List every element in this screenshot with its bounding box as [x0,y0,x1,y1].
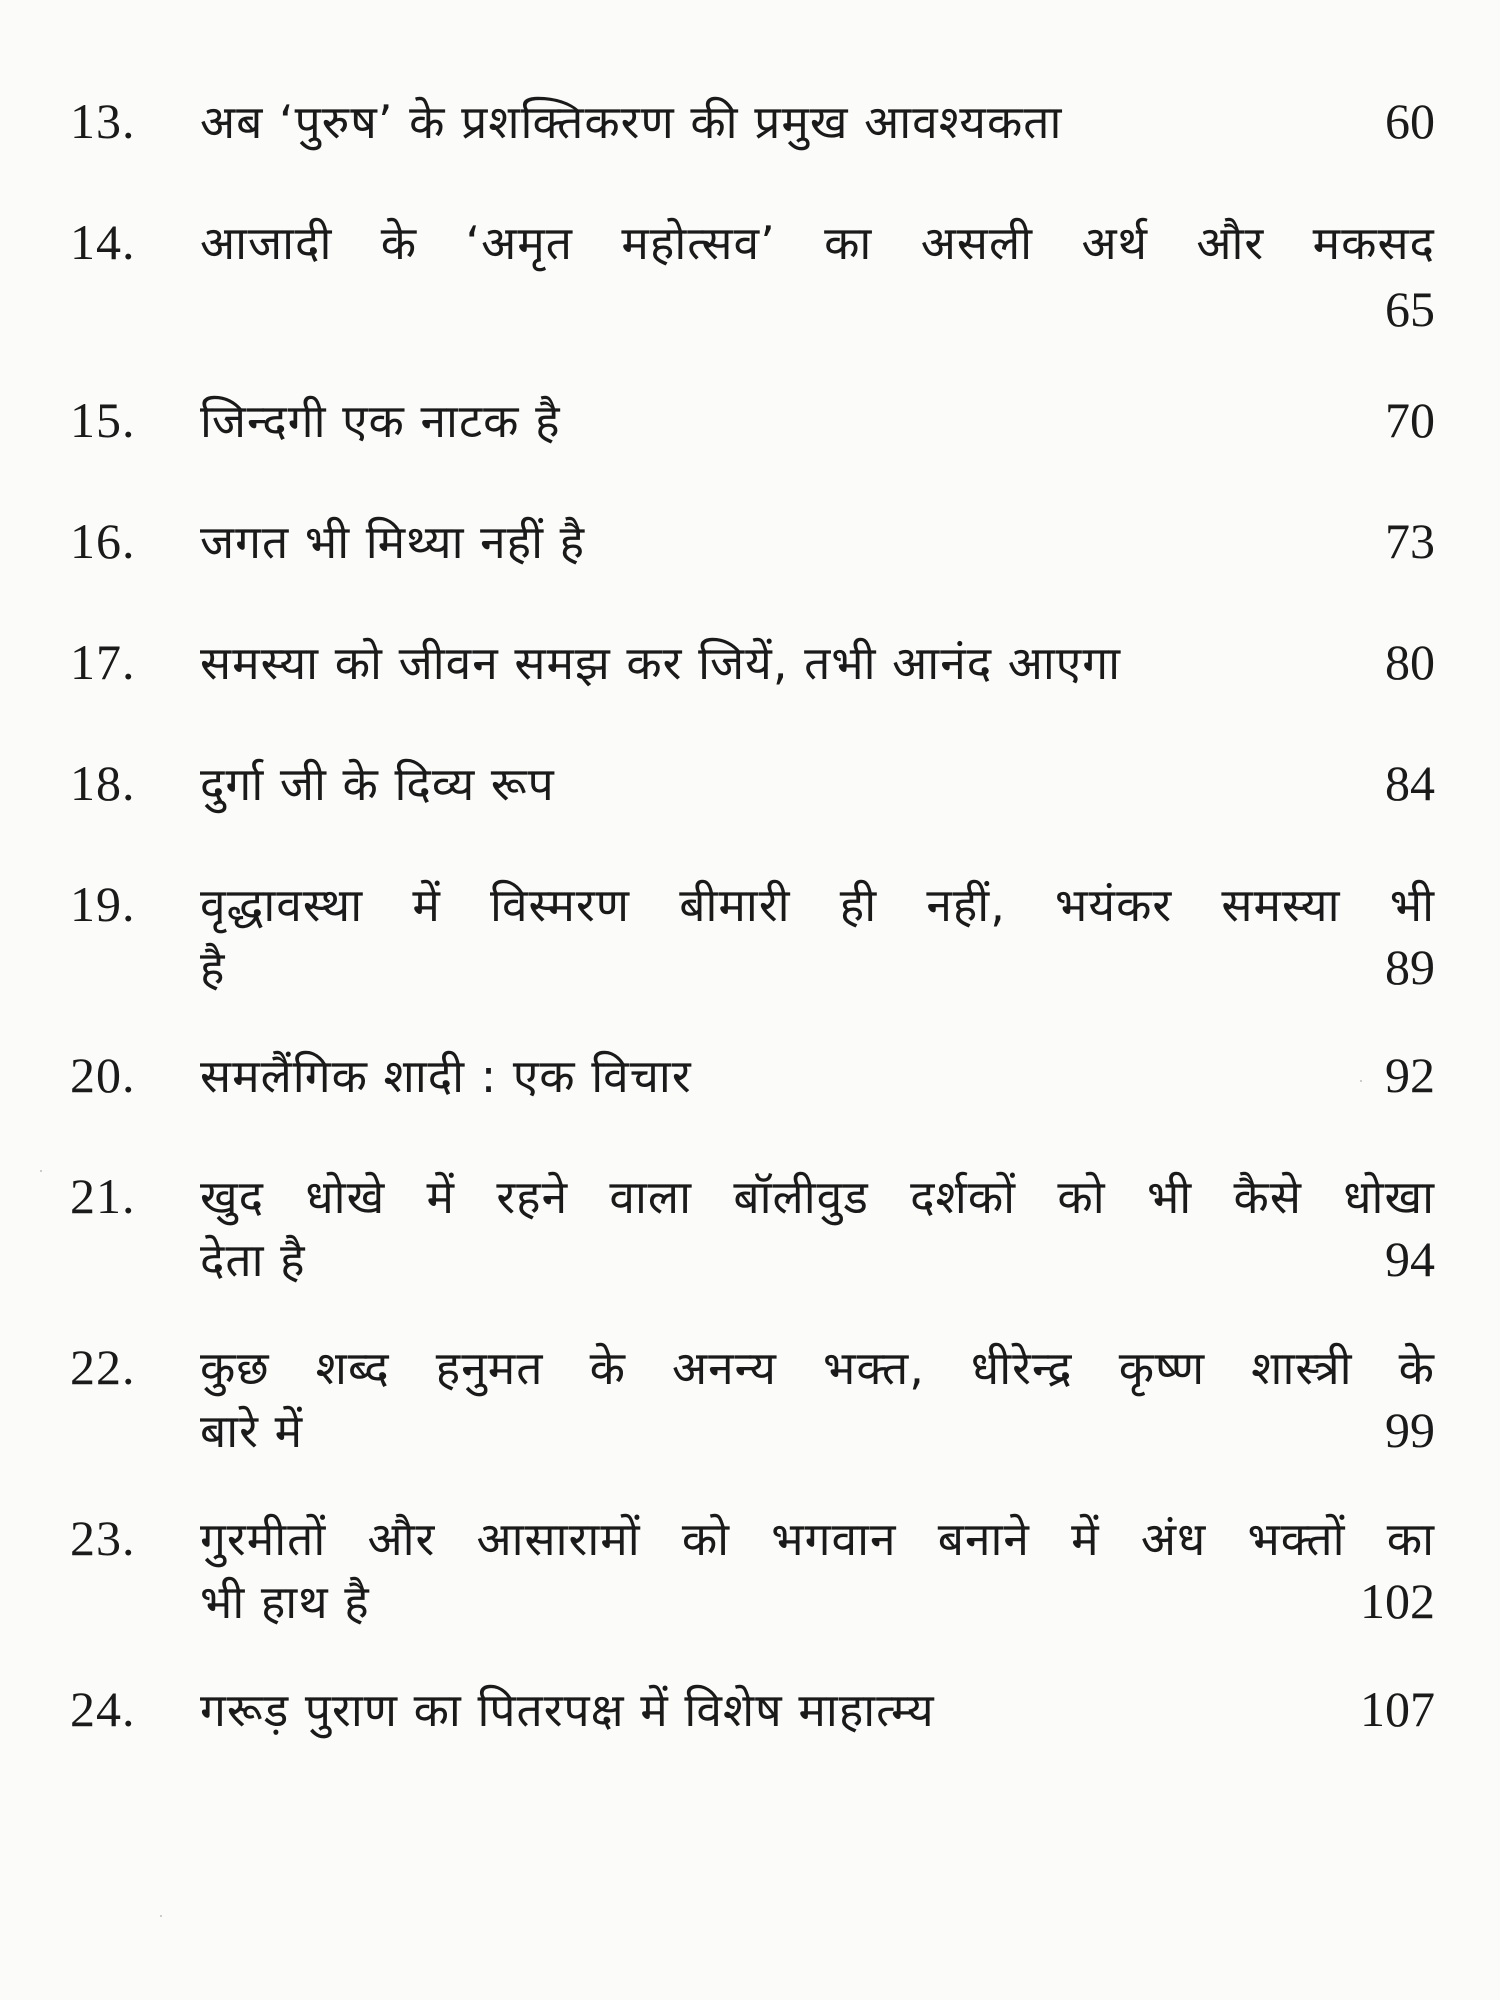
entry-title: कुछ शब्द हनुमत के अनन्य भक्त, धीरेन्द्र कृष्ण शास्त्री के [200,1341,1435,1395]
entry-page-number: 94 [1385,1231,1435,1287]
paper-speck [1360,1080,1362,1082]
entry-number: 16. [70,513,136,569]
entry-number: 23. [70,1510,136,1566]
entry-title: अब ‘पुरुष’ के प्रशक्तिकरण की प्रमुख आवश्यकता [200,95,1063,149]
entry-title-continuation: बारे में [200,1404,304,1458]
paper-speck [40,1170,42,1172]
entry-page-number: 73 [1385,513,1435,569]
entry-title: वृद्धावस्था में विस्मरण बीमारी ही नहीं, भयंकर समस्या भी [200,878,1435,932]
entry-number: 15. [70,392,136,448]
entry-number: 24. [70,1681,136,1737]
toc-entry [70,1044,1435,1107]
toc-entry [70,1678,1435,1741]
entry-title: आजादी के ‘अमृत महोत्सव’ का असली अर्थ और मकसद [200,216,1435,270]
toc-entry [70,1165,1435,1291]
entry-number: 22. [70,1339,136,1395]
toc-entry [70,1507,1435,1633]
entry-number: 18. [70,755,136,811]
entry-page-number: 65 [1385,281,1435,337]
toc-entry [70,211,1435,344]
entry-title: गुरमीतों और आसारामों को भगवान बनाने में अंध भक्तों का [200,1512,1435,1566]
entry-number: 13. [70,93,136,149]
entry-title: समलैंगिक शादी : एक विचार [200,1049,692,1103]
toc-entry [70,631,1435,694]
entry-title-continuation: भी हाथ है [200,1575,370,1629]
entry-page-number: 102 [1360,1573,1435,1629]
entry-title: गरूड़ पुराण का पितरपक्ष में विशेष माहात्म्य [200,1683,935,1737]
entry-title: समस्या को जीवन समझ कर जियें, तभी आनंद आएगा [200,636,1122,690]
entry-page-number: 60 [1385,93,1435,149]
entry-page-number: 99 [1385,1402,1435,1458]
entry-title-continuation: है [200,941,226,995]
entry-page-number: 84 [1385,755,1435,811]
toc-entry [70,389,1435,452]
entry-page-number: 70 [1385,392,1435,448]
entry-number: 14. [70,214,136,270]
entry-number: 20. [70,1047,136,1103]
entry-page-number: 80 [1385,634,1435,690]
entry-page-number: 89 [1385,939,1435,995]
entry-title: जगत भी मिथ्या नहीं है [200,515,586,569]
toc-entry [70,1336,1435,1462]
entry-page-number: 92 [1385,1047,1435,1103]
toc-entry [70,752,1435,815]
entry-number: 17. [70,634,136,690]
table-of-contents [70,90,1435,1799]
paper-speck [160,1915,162,1917]
toc-entry [70,510,1435,573]
entry-title-continuation: देता है [200,1233,306,1287]
entry-number: 19. [70,876,136,932]
entry-title: दुर्गा जी के दिव्य रूप [200,757,555,811]
entry-title: जिन्दगी एक नाटक है [200,394,561,448]
entry-page-number: 107 [1360,1681,1435,1737]
toc-entry [70,90,1435,153]
entry-number: 21. [70,1168,136,1224]
toc-entry [70,873,1435,999]
entry-title: खुद धोखे में रहने वाला बॉलीवुड दर्शकों को भी कैसे धोखा [200,1170,1435,1224]
